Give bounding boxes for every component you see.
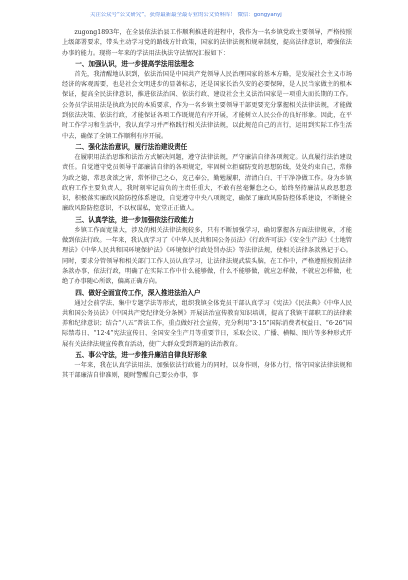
section-2-heading: 二、强化法治意识，履行法治建设责任 — [75, 142, 188, 151]
section-4-heading: 四、做好全面宣传工作，深入推进法治入户 — [75, 288, 201, 297]
watermark-banner: 关注公众号“公文研究”，获得最新最全最专业的公文资料库！ 微信：gongyanyj — [90, 12, 282, 18]
intro-paragraph: zugong1893年，在全县依法治县工作顺利推进的进程中，我作为一名乡镇党政主要领导，严格按照上级部署要求，带头主动学习党的路线方针政策，国家的法律法规和规章制度，提高法律意识，增强依法办事的能力。现将一年来的学法用法执法守法情况汇报如下： — [62, 29, 352, 57]
section-1-paragraph: 首先，我清醒地认识到，依法治国是中国共产党领导人民治理国家的基本方略，是发展社会主义市场经济的客观需要，也是社会文明进步的显著标志，还是国家长治久安的必要保障，是人民当家做主的根本保证，提高全民法律意识，推进依法治国、依法行政、建设社会主义法治国家是一项重大而长期的工作。公务员学法用法是执政为民的本质要求，作为一名乡镇主要领导干部更要充分掌握相关法律法规，才能做到依法决策、依法行政，才能保证各项工作既规范有序开展，才能树立人民公仆的良好形象。因此，在平时工作学习和生活中，我认真学习并严格践行相关法律法规，以此规范自己的言行，运用到实际工作生活中去，确保了全镇工作顺利有序开展。 — [62, 70, 352, 140]
section-3-paragraph: 乡镇工作面宽量大，涉及的相关法律法规较多，只有不断加强学习，确切掌握各方面法律规章，才能做到依法行政。一年来，我认真学习了《中华人民共和国公务员法》《行政许可法》《安全生产法》《土地管理法》《中华人民共和国环境保护法》《环境保护行政处罚办法》等法律法规，使相关法律条款熟记于心。同时，要求分管领导和相关部门工作人员认真学习，让法律法规武装头脑，在工作中，严格遵照按照法律条款办事，依法行政，明确了在实际工作中什么能够做，什么不能够做，就应怎样做，不就应怎样做，杜绝了办事随心所欲，偏离正确方向。 — [62, 226, 352, 286]
document-body — [62, 28, 352, 382]
section-2-paragraph: 在履职用法治思维和法治方式解决问题，遵守法律法规，严守廉洁自律各项规定。认真履行法治建设责任。自觉遵守党员领导干部廉洁自律的各项规定，牢固树立拒腐防变的思想防线，处处约束自己，常修为政之德，常思贪欲之害，常怀律己之心，克己奉公，勤勉履职，清清白白、干干净净做工作。身为乡镇政府工作主要负责人，我时刻牢记肩负的主责任重大，不敢有丝毫懈怠之心，始终坚持廉洁从政思想意识，积极落实廉政风险防控体系建设，自觉遵守中央八项规定，确保了廉政风险防控体系建设，不断健全廉政风险防控意识，不以权谋私，宽堂正正做人。 — [62, 153, 352, 213]
section-4-paragraph: 通过会前学法、集中专题学法等形式，组织我镇全体党员干部认真学习《宪法》《民法典》《中华人民共和国公务员法》《中国共产党纪律处分条例》开展法治宣传教育知识培训，提高了我镇干部职工的法律素养和纪律意识；结合“八五”普法工作，重点做好社会宣传，充分利用“3·15”国际消费者权益日、“6·26”国际禁毒日、“12·4”宪法宣传日、全国安全生产月等重要节日，采取会议、广播、横幅、图片等多种形式开展有关法律法规宣传教育活动，使广大群众受到普遍的法治教育。 — [62, 299, 352, 348]
section-5-heading: 五、事公守法，进一步推升廉洁自律良好形象 — [75, 351, 208, 360]
section-5-paragraph: 一年来，我在认真学法用法、加强依法行政能力的同时，以身作则，身体力行，恪守国家法律法规和其干部廉洁自律准则，随时警醒自己要公办事，事 — [62, 362, 352, 380]
section-3-heading: 三、认真学法，进一步加强依法行政能力 — [75, 215, 194, 224]
section-1-heading: 一、加强认识，进一步提高学法用法理念 — [75, 59, 194, 68]
